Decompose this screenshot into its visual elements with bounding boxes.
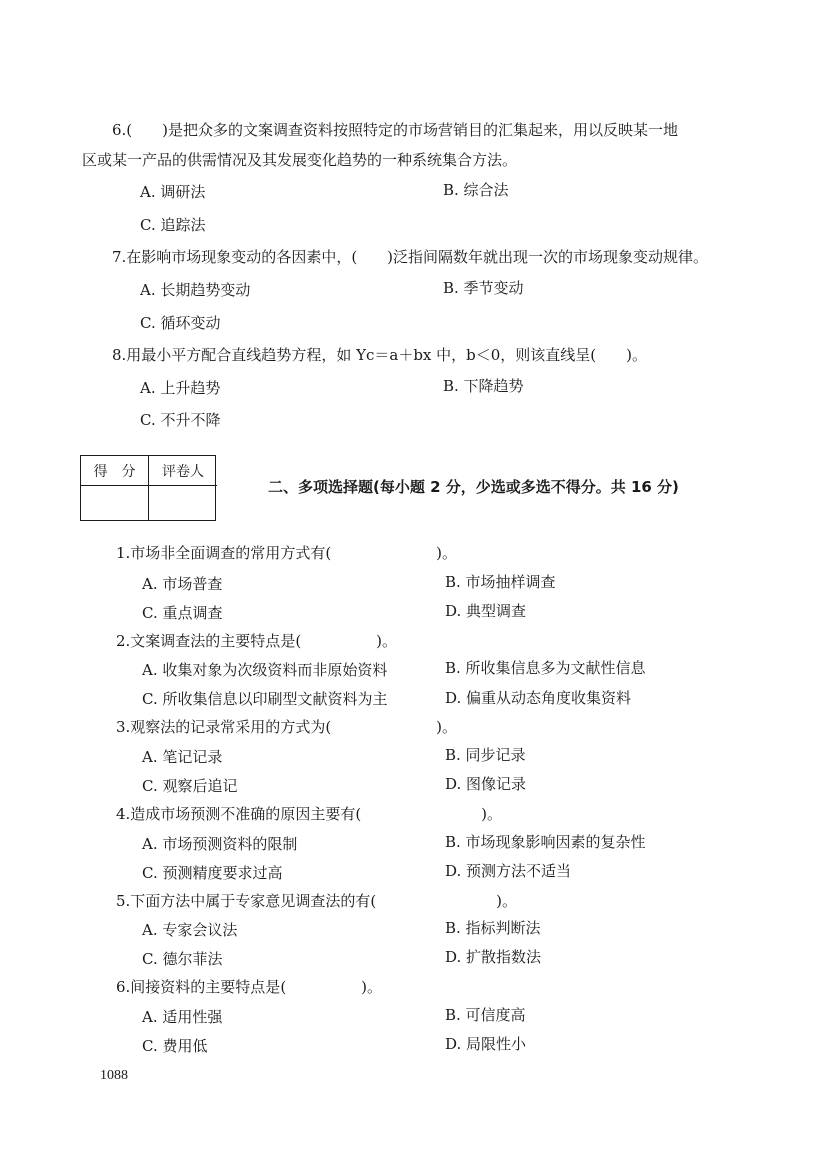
section-2-title: 二、多项选择题(每小题 2 分，少选或多选不得分。共 16 分)	[268, 478, 679, 496]
multi-question-2-option-d: D. 偏重从动态角度收集资料	[445, 689, 632, 707]
multi-question-5-option-b: B. 指标判断法	[445, 919, 541, 937]
multi-question-6-option-b: B. 可信度高	[445, 1006, 526, 1024]
question-7-line-1: 7.在影响市场现象变动的各因素中，( )泛指间隔数年就出现一次的市场现象变动规律。	[112, 248, 709, 266]
question-8-option-b: B. 下降趋势	[443, 377, 524, 395]
multi-question-1-option-d: D. 典型调查	[445, 602, 527, 620]
multi-question-2-option-b: B. 所收集信息多为文献性信息	[445, 659, 646, 677]
question-7-option-a: A. 长期趋势变动	[140, 281, 251, 299]
multi-question-5-stem: 5.下面方法中属于专家意见调查法的有( )。	[116, 892, 518, 910]
multi-question-4-option-d: D. 预测方法不适当	[445, 862, 572, 880]
multi-question-2-stem: 2.文案调查法的主要特点是( )。	[116, 632, 398, 650]
multi-question-4-option-b: B. 市场现象影响因素的复杂性	[445, 833, 646, 851]
multi-question-1-option-b: B. 市场抽样调查	[445, 573, 556, 591]
score-value-cell	[81, 486, 149, 520]
multi-question-3-option-b: B. 同步记录	[445, 746, 526, 764]
multi-question-4-option-a: A. 市场预测资料的限制	[142, 835, 298, 853]
page-number: 1088	[100, 1068, 128, 1083]
multi-question-5-option-c: C. 德尔菲法	[142, 950, 223, 968]
question-7-option-b: B. 季节变动	[443, 279, 524, 297]
multi-question-3-option-c: C. 观察后追记	[142, 777, 238, 795]
multi-question-4-option-c: C. 预测精度要求过高	[142, 864, 283, 882]
question-7-option-c: C. 循环变动	[140, 314, 221, 332]
question-6-line-2: 区或某一产品的供需情况及其发展变化趋势的一种系统集合方法。	[82, 151, 518, 169]
grader-label-cell: 评卷人	[149, 456, 217, 486]
multi-question-3-option-a: A. 笔记记录	[142, 748, 223, 766]
multi-question-2-option-c: C. 所收集信息以印刷型文献资料为主	[142, 690, 388, 708]
multi-question-6-option-a: A. 适用性强	[142, 1008, 223, 1026]
question-6-line-1: 6.( )是把众多的文案调查资料按照特定的市场营销目的汇集起来，用以反映某一地	[112, 121, 679, 139]
multi-question-6-stem: 6.间接资料的主要特点是( )。	[116, 978, 383, 996]
question-6-option-c: C. 追踪法	[140, 216, 206, 234]
multi-question-1-option-a: A. 市场普查	[142, 575, 223, 593]
score-table	[80, 455, 216, 521]
multi-question-1-option-c: C. 重点调查	[142, 604, 223, 622]
question-8-option-a: A. 上升趋势	[140, 379, 221, 397]
score-label-cell: 得 分	[81, 456, 149, 486]
multi-question-3-option-d: D. 图像记录	[445, 775, 527, 793]
multi-question-5-option-a: A. 专家会议法	[142, 921, 238, 939]
question-6-option-b: B. 综合法	[443, 181, 509, 199]
multi-question-5-option-d: D. 扩散指数法	[445, 948, 542, 966]
question-8-line-1: 8.用最小平方配合直线趋势方程，如 Yc＝a＋bx 中，b＜0，则该直线呈( )。	[112, 346, 648, 364]
multi-question-6-option-c: C. 费用低	[142, 1037, 208, 1055]
multi-question-3-stem: 3.观察法的记录常采用的方式为( )。	[116, 718, 458, 736]
multi-question-4-stem: 4.造成市场预测不准确的原因主要有( )。	[116, 805, 503, 823]
question-6-option-a: A. 调研法	[140, 183, 206, 201]
grader-value-cell	[149, 486, 217, 520]
multi-question-2-option-a: A. 收集对象为次级资料而非原始资料	[142, 661, 388, 679]
multi-question-1-stem: 1.市场非全面调查的常用方式有( )。	[116, 544, 458, 562]
question-8-option-c: C. 不升不降	[140, 411, 221, 429]
multi-question-6-option-d: D. 局限性小	[445, 1035, 527, 1053]
